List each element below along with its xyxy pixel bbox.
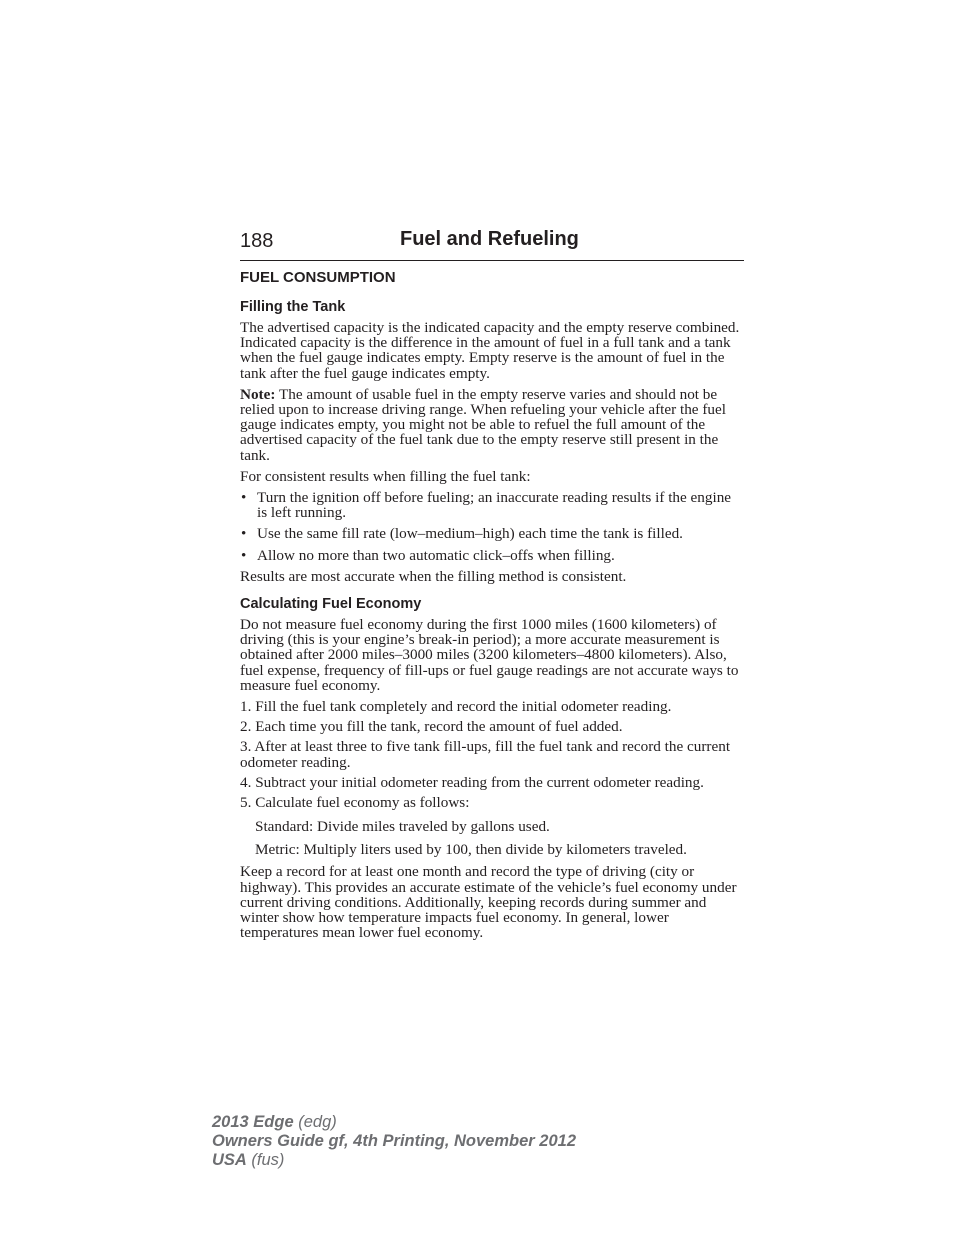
note-text: The amount of usable fuel in the empty reserve varies and should not be relied upon to increase driving range. When refueling your vehicle after the fuel gauge indicates empty, you might not be able to refuel the full amount of the advertised capacity of the fuel tank due to the empty reserve still present in the tank.	[240, 385, 726, 464]
footer-line-market	[212, 1151, 576, 1170]
note-paragraph	[240, 387, 744, 463]
footer-line-guide: Owners Guide gf, 4th Printing, November 2012	[212, 1132, 576, 1150]
footer-market: USA	[212, 1151, 247, 1169]
step-item: 5. Calculate fuel economy as follows:	[240, 794, 470, 812]
page-content	[240, 266, 744, 946]
bullet-icon: •	[241, 489, 247, 507]
chapter-title: Fuel and Refueling	[400, 228, 579, 250]
step-item: 4. Subtract your initial odometer reading from the current odometer reading.	[240, 774, 704, 792]
footer-line-model	[212, 1113, 576, 1132]
step-item: 2. Each time you fill the tank, record the amount of fuel added.	[240, 718, 623, 736]
page-footer	[212, 1113, 576, 1170]
paragraph-advertised-capacity: The advertised capacity is the indicated capacity and the empty reserve combined. Indicated capacity is the difference in the amount of fuel in a full tank and a tank when the fuel gauge indicates empty. Empty reserve is the amount of fuel in the tank after the fuel gauge indicates empty.	[240, 319, 740, 382]
list-item	[240, 526, 744, 541]
subheading-calculating-fuel-economy: Calculating Fuel Economy	[240, 596, 422, 613]
bullet-icon: •	[241, 546, 247, 564]
step-item: 1. Fill the fuel tank completely and record the initial odometer reading.	[240, 698, 672, 716]
footer-model-code: (edg)	[293, 1113, 337, 1131]
footer-market-code: (fus)	[246, 1151, 285, 1169]
formula-metric: Metric: Multiply liters used by 100, then divide by kilometers traveled.	[255, 841, 687, 859]
bullet-icon: •	[241, 525, 247, 543]
list-item	[240, 548, 744, 563]
formula-standard: Standard: Divide miles traveled by gallons used.	[255, 818, 550, 836]
list-item	[240, 490, 744, 520]
step-item: 3. After at least three to five tank fill-ups, fill the fuel tank and record the current odometer reading.	[240, 738, 731, 772]
paragraph-intro: For consistent results when filling the fuel tank:	[240, 467, 531, 485]
footer-model: 2013 Edge	[212, 1113, 294, 1131]
paragraph-closing: Keep a record for at least one month and record the type of driving (city or highway). This provides an accurate estimate of the vehicle’s fuel economy under current driving conditions. Additionally, keeping records during summer and winter show how temperature impacts fuel economy. In general, lower temperatures mean lower fuel economy.	[240, 863, 737, 942]
section-title: FUEL CONSUMPTION	[240, 269, 396, 286]
note-label: Note:	[240, 385, 276, 403]
list-item-text: Turn the ignition off before fueling; an inaccurate reading results if the engine is left running.	[257, 489, 732, 522]
paragraph-break-in: Do not measure fuel economy during the first 1000 miles (1600 kilometers) of driving (this is your engine’s break-in period); a more accurate measurement is obtained after 2000 miles–3000 miles (3200 kilometers–4800 kilometers). Also, fuel expense, frequency of fill-ups or fuel gauge readings are not accurate ways to measure fuel economy.	[240, 616, 739, 694]
list-item-text: Allow no more than two automatic click–offs when filling.	[257, 546, 615, 564]
paragraph-result: Results are most accurate when the filling method is consistent.	[240, 567, 627, 585]
list-item-text: Use the same fill rate (low–medium–high) each time the tank is filled.	[257, 525, 683, 543]
page-header	[240, 228, 744, 261]
subheading-filling-the-tank: Filling the Tank	[240, 299, 346, 315]
page-number: 188	[240, 230, 274, 252]
